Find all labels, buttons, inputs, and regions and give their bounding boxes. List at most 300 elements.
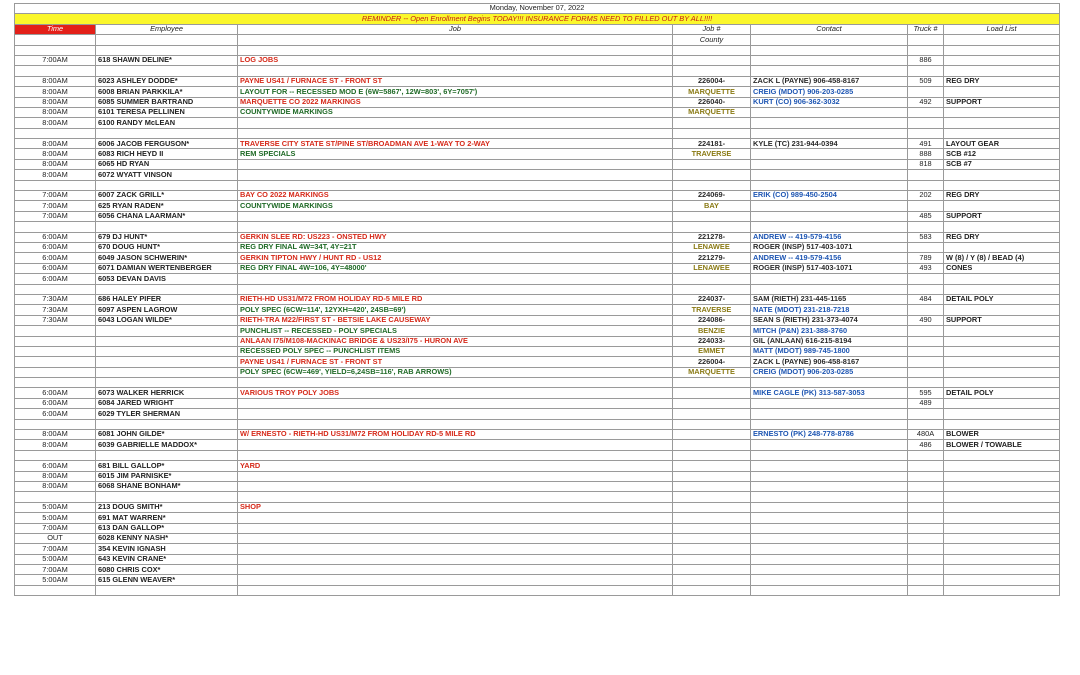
cell-truck: 509 (908, 76, 944, 86)
cell-employee: 618 SHAWN DELINE* (96, 55, 238, 65)
empty-cell (673, 66, 751, 76)
cell-job: REG DRY FINAL 4W=106, 4Y=48000' (238, 263, 673, 273)
cell-load-list (944, 471, 1060, 481)
cell-job-number (673, 461, 751, 471)
spacer-row (15, 585, 1060, 595)
spacer-row (15, 45, 1060, 55)
cell-truck: 490 (908, 315, 944, 325)
table-row (15, 274, 1060, 284)
cell-contact: KYLE (TC) 231-944-0394 (751, 139, 908, 149)
cell-employee: 6068 SHANE BONHAM* (96, 481, 238, 491)
cell-load-list (944, 305, 1060, 315)
cell-job: VARIOUS TROY POLY JOBS (238, 388, 673, 398)
cell-job-number: 221278- (673, 232, 751, 242)
cell-employee: 6085 SUMMER BARTRAND (96, 97, 238, 107)
reminder-banner: REMINDER -- Open Enrollment Begins TODAY!!! INSURANCE FORMS NEED TO FILLED OUT BY ALL!!!! (15, 14, 1060, 24)
cell-contact: SAM (RIETH) 231-445-1165 (751, 294, 908, 304)
cell-time: 8:00AM (15, 170, 96, 180)
cell-truck: 492 (908, 97, 944, 107)
empty-cell (15, 128, 96, 138)
cell-truck: 493 (908, 263, 944, 273)
table-row (15, 513, 1060, 523)
empty-cell (944, 419, 1060, 429)
cell-load-list: REG DRY (944, 191, 1060, 201)
empty-cell (15, 378, 96, 388)
cell-employee: 6028 KENNY NASH* (96, 533, 238, 543)
cell-contact: NATE (MDOT) 231-218-7218 (751, 305, 908, 315)
cell-job: COUNTYWIDE MARKINGS (238, 107, 673, 117)
cell-load-list (944, 544, 1060, 554)
cell-contact: ANDREW -- 419-579-4156 (751, 232, 908, 242)
cell-employee: 6007 ZACK GRILL* (96, 191, 238, 201)
cell-job: MARQUETTE CO 2022 MARKINGS (238, 97, 673, 107)
cell-job (238, 159, 673, 169)
cell-truck: 202 (908, 191, 944, 201)
empty-cell (238, 284, 673, 294)
cell-employee (96, 346, 238, 356)
header-time: Time (15, 24, 96, 34)
cell-truck: 489 (908, 398, 944, 408)
table-row (15, 565, 1060, 575)
cell-load-list: SUPPORT (944, 97, 1060, 107)
cell-time: 6:00AM (15, 263, 96, 273)
cell-truck (908, 201, 944, 211)
cell-time (15, 336, 96, 346)
cell-job (238, 554, 673, 564)
cell-truck (908, 523, 944, 533)
cell-truck (908, 471, 944, 481)
cell-time: 5:00AM (15, 554, 96, 564)
empty-cell (673, 378, 751, 388)
cell-job: YARD (238, 461, 673, 471)
cell-truck: 484 (908, 294, 944, 304)
cell-employee: 6084 JARED WRIGHT (96, 398, 238, 408)
cell-contact: ANDREW -- 419-579-4156 (751, 253, 908, 263)
cell-job (238, 544, 673, 554)
empty-cell (238, 128, 673, 138)
cell-job: COUNTYWIDE MARKINGS (238, 201, 673, 211)
empty-cell (944, 222, 1060, 232)
cell-contact: KURT (CO) 906-362-3032 (751, 97, 908, 107)
empty-cell (673, 222, 751, 232)
cell-load-list: SUPPORT (944, 315, 1060, 325)
empty-cell (238, 492, 673, 502)
cell-job-number: TRAVERSE (673, 149, 751, 159)
empty-cell (673, 585, 751, 595)
cell-load-list (944, 242, 1060, 252)
table-row (15, 409, 1060, 419)
cell-truck (908, 242, 944, 252)
header-county: County (673, 35, 751, 45)
cell-truck (908, 544, 944, 554)
table-row (15, 107, 1060, 117)
cell-time: 7:00AM (15, 55, 96, 65)
cell-truck: 888 (908, 149, 944, 159)
cell-job-number: 224069- (673, 191, 751, 201)
empty-cell (944, 66, 1060, 76)
empty-cell (673, 45, 751, 55)
header-job: Job (238, 24, 673, 34)
empty-cell (908, 419, 944, 429)
cell-job-number: 224037- (673, 294, 751, 304)
spacer-row (15, 222, 1060, 232)
cell-truck (908, 565, 944, 575)
cell-job (238, 398, 673, 408)
cell-contact (751, 409, 908, 419)
cell-employee: 6043 LOGAN WILDE* (96, 315, 238, 325)
cell-employee: 670 DOUG HUNT* (96, 242, 238, 252)
cell-job: GERKIN TIPTON HWY / HUNT RD - US12 (238, 253, 673, 263)
cell-job: LOG JOBS (238, 55, 673, 65)
empty-cell (751, 180, 908, 190)
cell-job (238, 513, 673, 523)
cell-employee: 6056 CHANA LAARMAN* (96, 211, 238, 221)
cell-job (238, 170, 673, 180)
empty-cell (944, 45, 1060, 55)
cell-truck (908, 575, 944, 585)
table-row (15, 263, 1060, 273)
empty-cell (15, 450, 96, 460)
empty-cell (15, 492, 96, 502)
cell-job-number: TRAVERSE (673, 305, 751, 315)
cell-employee: 6101 TERESA PELLINEN (96, 107, 238, 117)
empty-cell (751, 492, 908, 502)
cell-load-list: SCB #7 (944, 159, 1060, 169)
empty-cell (238, 45, 673, 55)
empty-cell (751, 45, 908, 55)
cell-employee (96, 357, 238, 367)
cell-employee: 6071 DAMIAN WERTENBERGER (96, 263, 238, 273)
cell-job-number: 226040- (673, 97, 751, 107)
cell-employee: 615 GLENN WEAVER* (96, 575, 238, 585)
table-row (15, 253, 1060, 263)
cell-load-list (944, 554, 1060, 564)
cell-load-list: LAYOUT GEAR (944, 139, 1060, 149)
cell-job-number: MARQUETTE (673, 367, 751, 377)
cell-contact: CREIG (MDOT) 906-203-0285 (751, 367, 908, 377)
empty-cell (96, 419, 238, 429)
cell-job: POLY SPEC (6CW=469', YIELD=6,24SB=116', RAB ARROWS) (238, 367, 673, 377)
cell-truck: 583 (908, 232, 944, 242)
cell-contact (751, 118, 908, 128)
empty-cell (944, 492, 1060, 502)
cell-job-number: 224181- (673, 139, 751, 149)
empty-cell (908, 378, 944, 388)
cell-job-number: EMMET (673, 346, 751, 356)
cell-load-list (944, 87, 1060, 97)
cell-job: ANLAAN I75/M108-MACKINAC BRIDGE & US23/I75 - HURON AVE (238, 336, 673, 346)
table-row (15, 149, 1060, 159)
cell-contact: ERIK (CO) 989-450-2504 (751, 191, 908, 201)
cell-time (15, 346, 96, 356)
empty-cell (96, 222, 238, 232)
cell-load-list: CONES (944, 263, 1060, 273)
cell-contact: ZACK L (PAYNE) 906-458-8167 (751, 357, 908, 367)
table-row (15, 139, 1060, 149)
cell-job: GERKIN SLEE RD: US223 - ONSTED HWY (238, 232, 673, 242)
cell-employee: 6083 RICH HEYD II (96, 149, 238, 159)
empty-cell (238, 450, 673, 460)
cell-contact (751, 274, 908, 284)
table-row (15, 523, 1060, 533)
cell-contact (751, 55, 908, 65)
cell-job (238, 523, 673, 533)
header-row (15, 24, 1060, 34)
cell-load-list: BLOWER (944, 430, 1060, 440)
table-row (15, 76, 1060, 86)
cell-truck (908, 367, 944, 377)
cell-employee: 6049 JASON SCHWERIN* (96, 253, 238, 263)
cell-truck (908, 326, 944, 336)
cell-employee (96, 336, 238, 346)
cell-time: 6:00AM (15, 388, 96, 398)
cell-employee: 6097 ASPEN LAGROW (96, 305, 238, 315)
cell-job: REM SPECIALS (238, 149, 673, 159)
empty-cell (96, 180, 238, 190)
cell-load-list: W (8) / Y (8) / BEAD (4) (944, 253, 1060, 263)
table-row (15, 533, 1060, 543)
cell-job-number (673, 471, 751, 481)
empty-cell (751, 66, 908, 76)
table-row (15, 554, 1060, 564)
cell-load-list: REG DRY (944, 76, 1060, 86)
cell-contact (751, 440, 908, 450)
cell-truck (908, 554, 944, 564)
cell-truck (908, 346, 944, 356)
cell-contact (751, 575, 908, 585)
cell-truck: 595 (908, 388, 944, 398)
table-row (15, 430, 1060, 440)
cell-job-number: 224033- (673, 336, 751, 346)
cell-load-list (944, 523, 1060, 533)
cell-job-number (673, 388, 751, 398)
spacer-row (15, 66, 1060, 76)
cell-contact (751, 554, 908, 564)
cell-job-number (673, 481, 751, 491)
cell-job-number: 224086- (673, 315, 751, 325)
cell-employee: 6100 RANDY McLEAN (96, 118, 238, 128)
cell-job (238, 533, 673, 543)
cell-load-list (944, 398, 1060, 408)
table-row (15, 575, 1060, 585)
cell-time: 8:00AM (15, 118, 96, 128)
cell-job-number (673, 440, 751, 450)
cell-employee: 625 RYAN RADEN* (96, 201, 238, 211)
cell-truck (908, 305, 944, 315)
table-row (15, 55, 1060, 65)
schedule-date-title: Monday, November 07, 2022 (15, 4, 1060, 14)
cell-time: 6:00AM (15, 398, 96, 408)
empty-cell (673, 180, 751, 190)
cell-job-number (673, 170, 751, 180)
cell-employee: 6065 HD RYAN (96, 159, 238, 169)
cell-job-number: BAY (673, 201, 751, 211)
cell-job: RIETH-TRA M22/FIRST ST - BETSIE LAKE CAUSEWAY (238, 315, 673, 325)
subheader-row (15, 35, 1060, 45)
spacer-row (15, 419, 1060, 429)
empty-cell (96, 492, 238, 502)
cell-time: 8:00AM (15, 440, 96, 450)
cell-load-list (944, 170, 1060, 180)
cell-truck: 485 (908, 211, 944, 221)
cell-job: W/ ERNESTO - RIETH-HD US31/M72 FROM HOLIDAY RD-5 MILE RD (238, 430, 673, 440)
cell-truck (908, 409, 944, 419)
cell-employee: 686 HALEY PIFER (96, 294, 238, 304)
cell-truck (908, 461, 944, 471)
cell-job: TRAVERSE CITY STATE ST/PINE ST/BROADMAN AVE 1-WAY TO 2-WAY (238, 139, 673, 149)
cell-time: 8:00AM (15, 471, 96, 481)
table-row (15, 398, 1060, 408)
cell-contact (751, 107, 908, 117)
cell-contact (751, 159, 908, 169)
empty-cell (673, 419, 751, 429)
empty-cell (15, 45, 96, 55)
spacer-row (15, 450, 1060, 460)
cell-job-number: LENAWEE (673, 263, 751, 273)
cell-employee: 354 KEVIN IGNASH (96, 544, 238, 554)
table-row (15, 357, 1060, 367)
cell-load-list (944, 55, 1060, 65)
subheader-blank (15, 35, 96, 45)
cell-job-number: MARQUETTE (673, 107, 751, 117)
cell-contact (751, 502, 908, 512)
table-row (15, 87, 1060, 97)
cell-employee: 643 KEVIN CRANE* (96, 554, 238, 564)
empty-cell (96, 284, 238, 294)
cell-load-list (944, 367, 1060, 377)
cell-load-list: SCB #12 (944, 149, 1060, 159)
empty-cell (908, 492, 944, 502)
cell-load-list: DETAIL POLY (944, 388, 1060, 398)
empty-cell (908, 450, 944, 460)
empty-cell (673, 128, 751, 138)
cell-job: BAY CO 2022 MARKINGS (238, 191, 673, 201)
empty-cell (751, 450, 908, 460)
cell-load-list (944, 326, 1060, 336)
empty-cell (908, 66, 944, 76)
table-row (15, 388, 1060, 398)
subheader-blank (751, 35, 908, 45)
cell-time: 5:00AM (15, 575, 96, 585)
cell-truck (908, 107, 944, 117)
table-row (15, 159, 1060, 169)
cell-employee: 6023 ASHLEY DODDE* (96, 76, 238, 86)
empty-cell (908, 180, 944, 190)
cell-job (238, 440, 673, 450)
header-contact: Contact (751, 24, 908, 34)
cell-employee: 6008 BRIAN PARKKILA* (96, 87, 238, 97)
table-row (15, 242, 1060, 252)
cell-contact: CREIG (MDOT) 906-203-0285 (751, 87, 908, 97)
table-row (15, 191, 1060, 201)
cell-time: 7:00AM (15, 211, 96, 221)
cell-time: 7:00AM (15, 565, 96, 575)
empty-cell (944, 284, 1060, 294)
table-row (15, 97, 1060, 107)
cell-time: 6:00AM (15, 242, 96, 252)
subheader-blank (96, 35, 238, 45)
table-row (15, 544, 1060, 554)
cell-job-number (673, 398, 751, 408)
cell-load-list (944, 357, 1060, 367)
empty-cell (751, 284, 908, 294)
cell-load-list (944, 409, 1060, 419)
empty-cell (15, 284, 96, 294)
cell-truck: 886 (908, 55, 944, 65)
cell-time: 6:00AM (15, 409, 96, 419)
cell-job (238, 409, 673, 419)
header-jobno: Job # (673, 24, 751, 34)
cell-contact: SEAN S (RIETH) 231-373-4074 (751, 315, 908, 325)
empty-cell (96, 585, 238, 595)
spacer-row (15, 284, 1060, 294)
cell-employee: 6029 TYLER SHERMAN (96, 409, 238, 419)
cell-time: 8:00AM (15, 159, 96, 169)
cell-truck (908, 118, 944, 128)
spacer-row (15, 128, 1060, 138)
cell-job: POLY SPEC (6CW=114', 12YXH=420', 24SB=69') (238, 305, 673, 315)
cell-job: PAYNE US41 / FURNACE ST - FRONT ST (238, 76, 673, 86)
cell-time: 5:00AM (15, 502, 96, 512)
cell-time: 6:00AM (15, 253, 96, 263)
cell-job (238, 211, 673, 221)
cell-time: 7:30AM (15, 305, 96, 315)
cell-truck (908, 533, 944, 543)
cell-load-list (944, 107, 1060, 117)
empty-cell (751, 378, 908, 388)
cell-job-number (673, 544, 751, 554)
cell-employee (96, 326, 238, 336)
cell-truck (908, 481, 944, 491)
reminder-row (15, 14, 1060, 24)
cell-load-list (944, 575, 1060, 585)
cell-truck: 480A (908, 430, 944, 440)
table-row (15, 461, 1060, 471)
cell-job: SHOP (238, 502, 673, 512)
table-row (15, 336, 1060, 346)
cell-employee: 6080 CHRIS COX* (96, 565, 238, 575)
table-row (15, 346, 1060, 356)
table-row (15, 232, 1060, 242)
empty-cell (238, 585, 673, 595)
cell-truck: 491 (908, 139, 944, 149)
spacer-row (15, 378, 1060, 388)
cell-job-number (673, 502, 751, 512)
cell-job-number (673, 554, 751, 564)
cell-time: 7:00AM (15, 191, 96, 201)
cell-job: RIETH-HD US31/M72 FROM HOLIDAY RD-5 MILE RD (238, 294, 673, 304)
cell-truck: 818 (908, 159, 944, 169)
empty-cell (673, 450, 751, 460)
cell-time: 8:00AM (15, 430, 96, 440)
cell-employee: 6072 WYATT VINSON (96, 170, 238, 180)
cell-contact: GIL (ANLAAN) 616-215-8194 (751, 336, 908, 346)
cell-job-number (673, 513, 751, 523)
subheader-blank (908, 35, 944, 45)
cell-time: 5:00AM (15, 513, 96, 523)
cell-time: 8:00AM (15, 76, 96, 86)
cell-job-number: MARQUETTE (673, 87, 751, 97)
cell-load-list (944, 502, 1060, 512)
table-row (15, 170, 1060, 180)
cell-time: 8:00AM (15, 481, 96, 491)
empty-cell (944, 585, 1060, 595)
cell-job-number: 221279- (673, 253, 751, 263)
empty-cell (238, 378, 673, 388)
cell-contact: ZACK L (PAYNE) 906-458-8167 (751, 76, 908, 86)
cell-time: 7:00AM (15, 201, 96, 211)
cell-contact (751, 170, 908, 180)
